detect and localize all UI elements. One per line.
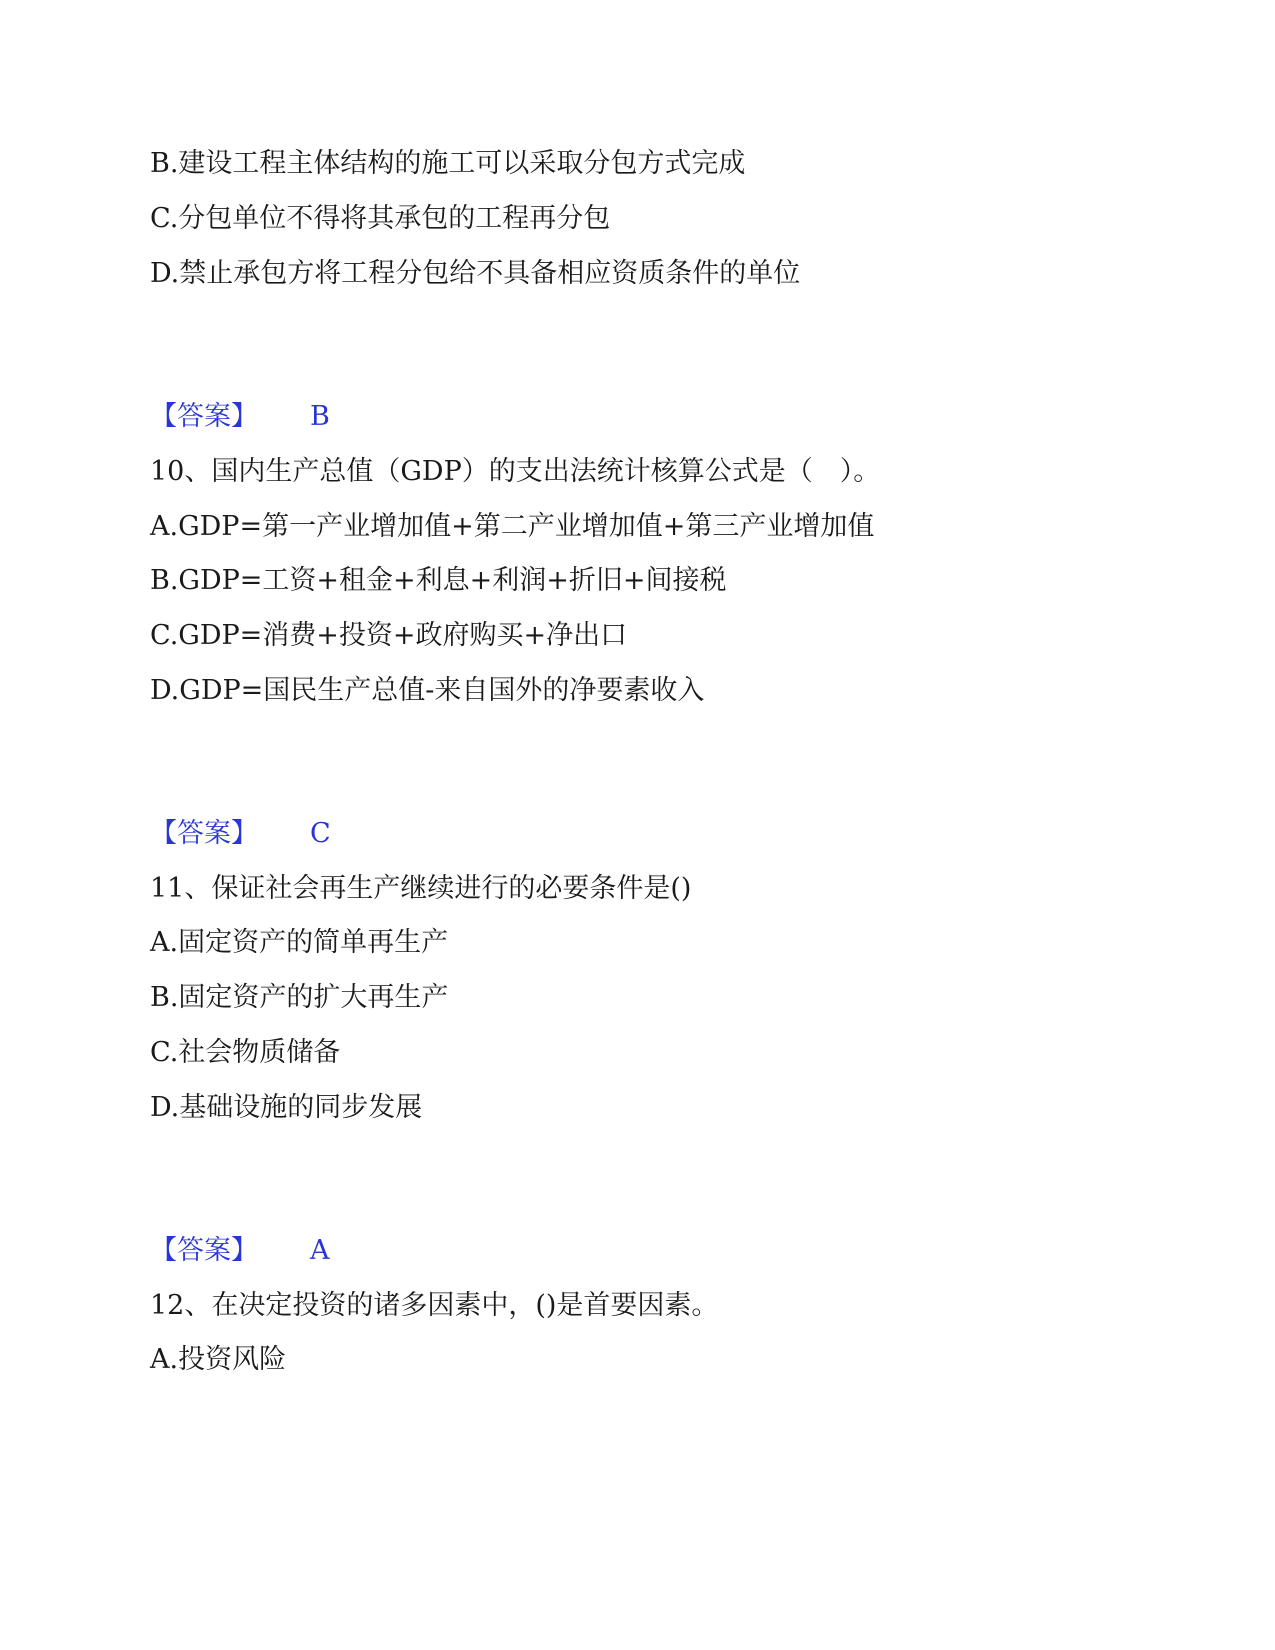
- q9-option-d: D.禁止承包方将工程分包给不具备相应资质条件的单位: [150, 258, 801, 289]
- q10-option-a: A.GDP=第一产业增加值+第二产业增加值+第三产业增加值: [150, 511, 875, 542]
- q9-answer: [150, 399, 330, 435]
- q11-answer: [150, 1233, 330, 1269]
- q10-option-c: C.GDP=消费+投资+政府购买+净出口: [150, 620, 628, 651]
- q11-option-b: B.固定资产的扩大再生产: [150, 982, 449, 1013]
- answer-label: 【答案】: [150, 401, 258, 432]
- q11-option-c: C.社会物质储备: [150, 1037, 341, 1068]
- answer-label: 【答案】: [150, 1235, 258, 1266]
- answer-label: 【答案】: [150, 818, 258, 849]
- q11-question: 11、保证社会再生产继续进行的必要条件是(): [150, 873, 692, 904]
- q10-option-b: B.GDP=工资+租金+利息+利润+折旧+间接税: [150, 565, 727, 596]
- q12-question: 12、在决定投资的诸多因素中，()是首要因素。: [150, 1290, 719, 1321]
- q11-option-d: D.基础设施的同步发展: [150, 1092, 423, 1123]
- q10-question: 10、国内生产总值（GDP）的支出法统计核算公式是（ ）。: [150, 456, 881, 487]
- q10-answer: [150, 816, 331, 852]
- answer-value: A: [310, 1235, 330, 1266]
- q10-option-d: D.GDP=国民生产总值-来自国外的净要素收入: [150, 675, 705, 706]
- answer-value: B: [310, 401, 330, 432]
- q12-option-a: A.投资风险: [150, 1344, 287, 1375]
- q9-option-b: B.建设工程主体结构的施工可以采取分包方式完成: [150, 148, 746, 179]
- answer-value: C: [310, 818, 331, 849]
- q11-option-a: A.固定资产的简单再生产: [150, 927, 449, 958]
- q9-option-c: C.分包单位不得将其承包的工程再分包: [150, 203, 611, 234]
